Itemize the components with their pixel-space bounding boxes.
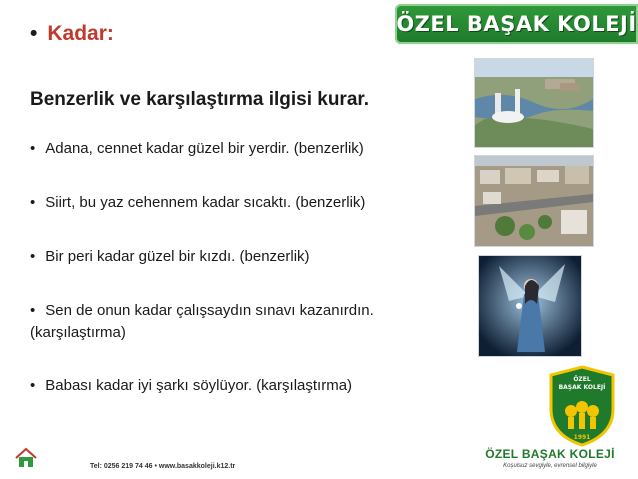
house-icon — [14, 447, 38, 469]
bullet-dot: • — [30, 194, 36, 211]
bullet-text: Bir peri kadar güzel bir kızdı. (benzerlik) — [45, 248, 310, 265]
bullet-text: Sen de onun kadar çalışsaydın sınavı kazanırdın. — [45, 302, 374, 319]
brand-banner-text: ÖZEL BAŞAK KOLEJİ — [396, 12, 637, 36]
brand-banner — [395, 4, 638, 44]
bullet-dot: • — [30, 248, 36, 265]
emblem-name-text: BAŞAK KOLEJİ — [558, 384, 606, 391]
bullet-item — [30, 248, 310, 265]
adana-river-photo — [474, 58, 594, 148]
emblem-top-text: ÖZEL — [573, 376, 591, 383]
emblem-year: 1991 — [573, 434, 591, 441]
heading-bullet: • — [30, 22, 38, 45]
heading-title: Kadar: — [47, 22, 114, 45]
bullet-item — [30, 377, 352, 394]
bullet-text: Siirt, bu yaz cehennem kadar sıcaktı. (benzerlik) — [45, 194, 366, 211]
motto-text: Koşulsuz sevgiyle, evrensel bilgiyle — [503, 463, 597, 469]
slide-heading — [30, 22, 114, 46]
siirt-city-photo — [474, 155, 594, 247]
slide-subtitle: Benzerlik ve karşılaştırma ilgisi kurar. — [30, 89, 370, 110]
footer-contact: Tel: 0256 219 74 46 • www.basakkoleji.k12.tr — [90, 463, 236, 470]
motto-school-name: ÖZEL BAŞAK KOLEJİ — [485, 447, 615, 461]
bullet-continuation: (karşılaştırma) — [30, 324, 126, 341]
bullet-item — [30, 194, 365, 211]
bullet-dot: • — [30, 377, 36, 394]
bullet-text: Adana, cennet kadar güzel bir yerdir. (benzerlik) — [45, 140, 364, 157]
bullet-item — [30, 140, 364, 157]
bullet-dot: • — [30, 302, 36, 319]
bullet-item — [30, 302, 374, 319]
school-emblem — [547, 365, 617, 447]
bullet-text: Babası kadar iyi şarkı söylüyor. (karşılaştırma) — [45, 377, 353, 394]
bullet-dot: • — [30, 140, 36, 157]
fairy-photo — [478, 255, 582, 357]
